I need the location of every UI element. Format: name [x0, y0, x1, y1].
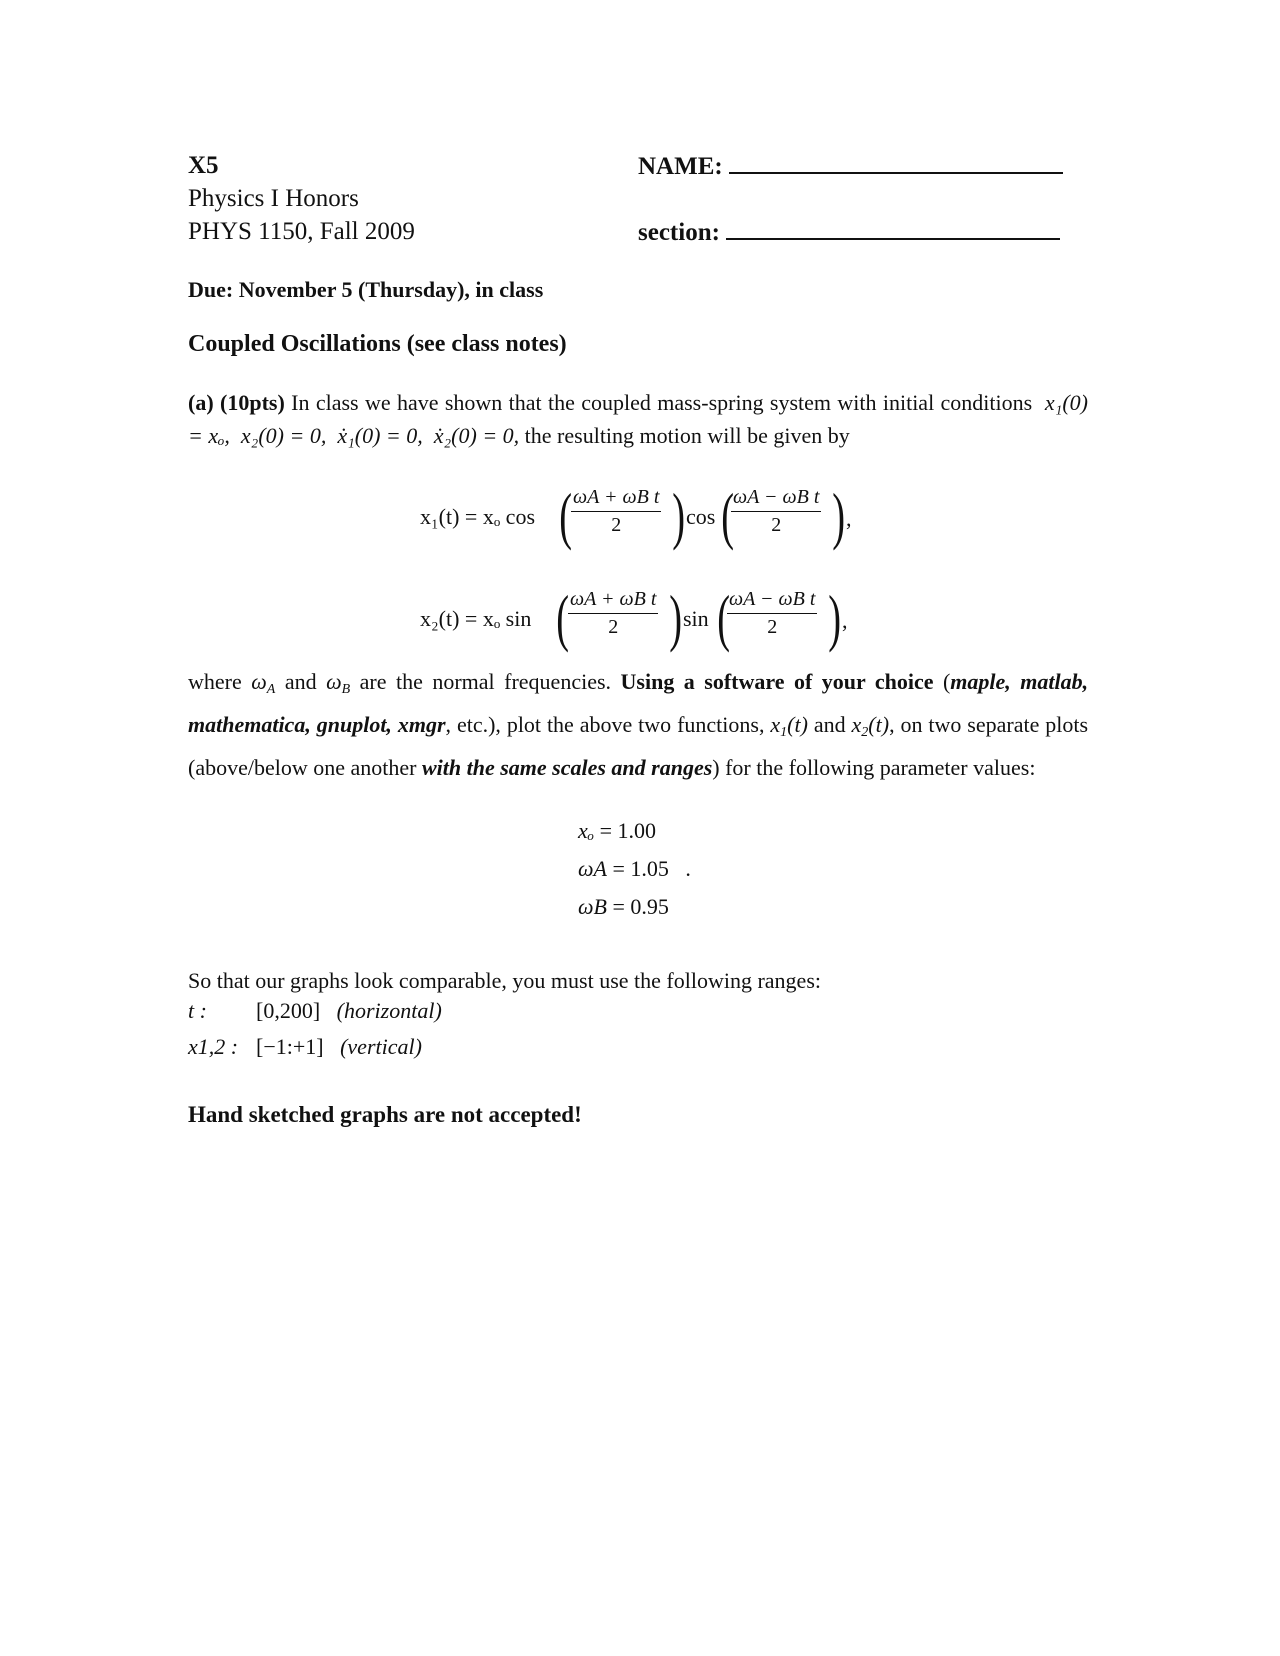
- topic-heading: Coupled Oscillations (see class notes): [188, 331, 567, 357]
- ic-x2: x₂(0) = 0,: [240, 423, 327, 448]
- assignment-code: X5: [188, 152, 219, 179]
- eq1-frac-minus: $\frac{\text{ωA − ωB t}}{2}$: [733, 486, 820, 536]
- eq1-paren-r1: ): [672, 480, 686, 551]
- ic-xdot2: ẋ₂(0) = 0,: [433, 423, 520, 448]
- eq1-mid: cos: [686, 504, 716, 529]
- ic-x1: x₁(0) = xₒ,: [188, 390, 1088, 448]
- section-blank: [726, 216, 1060, 240]
- part-a-label: (a) (10pts): [188, 390, 285, 415]
- ic-xdot1: ẋ₁(0) = 0,: [337, 423, 423, 448]
- eq2-frac-minus: $\frac{\text{ωA − ωB t}}{2}$: [729, 588, 816, 638]
- section-label: section:: [638, 219, 720, 246]
- course-name: Physics I Honors: [188, 185, 359, 212]
- same-scales-note: with the same scales and ranges: [421, 755, 713, 780]
- eq1-comma: ,: [846, 506, 852, 531]
- due-date: Due: November 5 (Thursday), in class: [188, 277, 544, 302]
- eq2-comma: ,: [842, 608, 848, 633]
- eq2-paren-r2: ): [828, 582, 842, 653]
- part-a-intro: [188, 386, 1088, 452]
- eq2-paren-r1: ): [669, 582, 683, 653]
- eq2-lhs: x₂(t) = xₒ sin: [420, 606, 532, 631]
- t-range-row: t : [0,200] (horizontal): [188, 998, 442, 1023]
- course-number: PHYS 1150, Fall 2009: [188, 218, 415, 245]
- eq1-frac-plus: [571, 486, 661, 537]
- ranges-intro: So that our graphs look comparable, you must use the following ranges:: [188, 968, 821, 993]
- name-label: NAME:: [638, 153, 723, 180]
- param-x0: xₒ = 1.00: [578, 818, 656, 843]
- warning-note: Hand sketched graphs are not accepted!: [188, 1102, 582, 1127]
- x-range-row: x1,2 : [−1:+1] (vertical): [188, 1034, 422, 1059]
- name-field[interactable]: [638, 150, 1063, 183]
- software-list: maple, matlab, mathematica, gnuplot, xmgr: [188, 669, 1089, 737]
- param-omega-a: ωA = 1.05 .: [578, 856, 691, 881]
- part-a-intro-text: In class we have shown that the coupled mass-spring system with initial conditions: [291, 390, 1033, 415]
- eq1-lhs: x₁(t) = xₒ cos: [420, 504, 536, 529]
- section-field[interactable]: [638, 216, 1060, 249]
- eq2-paren-l1: (: [556, 582, 570, 653]
- eq2-mid: sin: [683, 606, 709, 631]
- eq2-frac-plus: $\frac{\text{ωA + ωB t}}{2}$: [570, 588, 657, 638]
- name-blank: [729, 150, 1063, 174]
- eq1-paren-l1: (: [559, 480, 573, 551]
- param-omega-b: ωB = 0.95: [578, 894, 669, 919]
- frac-den: 2: [611, 514, 622, 536]
- eq1-paren-l2: (: [721, 480, 735, 551]
- eq2-paren-l2: (: [717, 582, 731, 653]
- part-a-intro-text-2: the resulting motion will be given by: [524, 423, 850, 448]
- software-instruction: Using a software of your choice: [620, 669, 934, 694]
- where-paragraph: where $\omega_A$ and $\omega_B$ are the normal frequencies. Using a software of your choice (maple, matlab, mathematica, gnuplot, xmgr, etc.), plot the above two functions, x1(t) and x2(t), on two separate plots (above/below one another with the same scales and ranges) for the following parameter values:: [188, 669, 1089, 780]
- frac-minus-num: ωA − ωB t: [731, 486, 821, 512]
- parameter-list: [578, 818, 691, 932]
- eq1-paren-r2: ): [832, 480, 846, 551]
- frac-plus-num: ωA + ωB t: [571, 486, 661, 512]
